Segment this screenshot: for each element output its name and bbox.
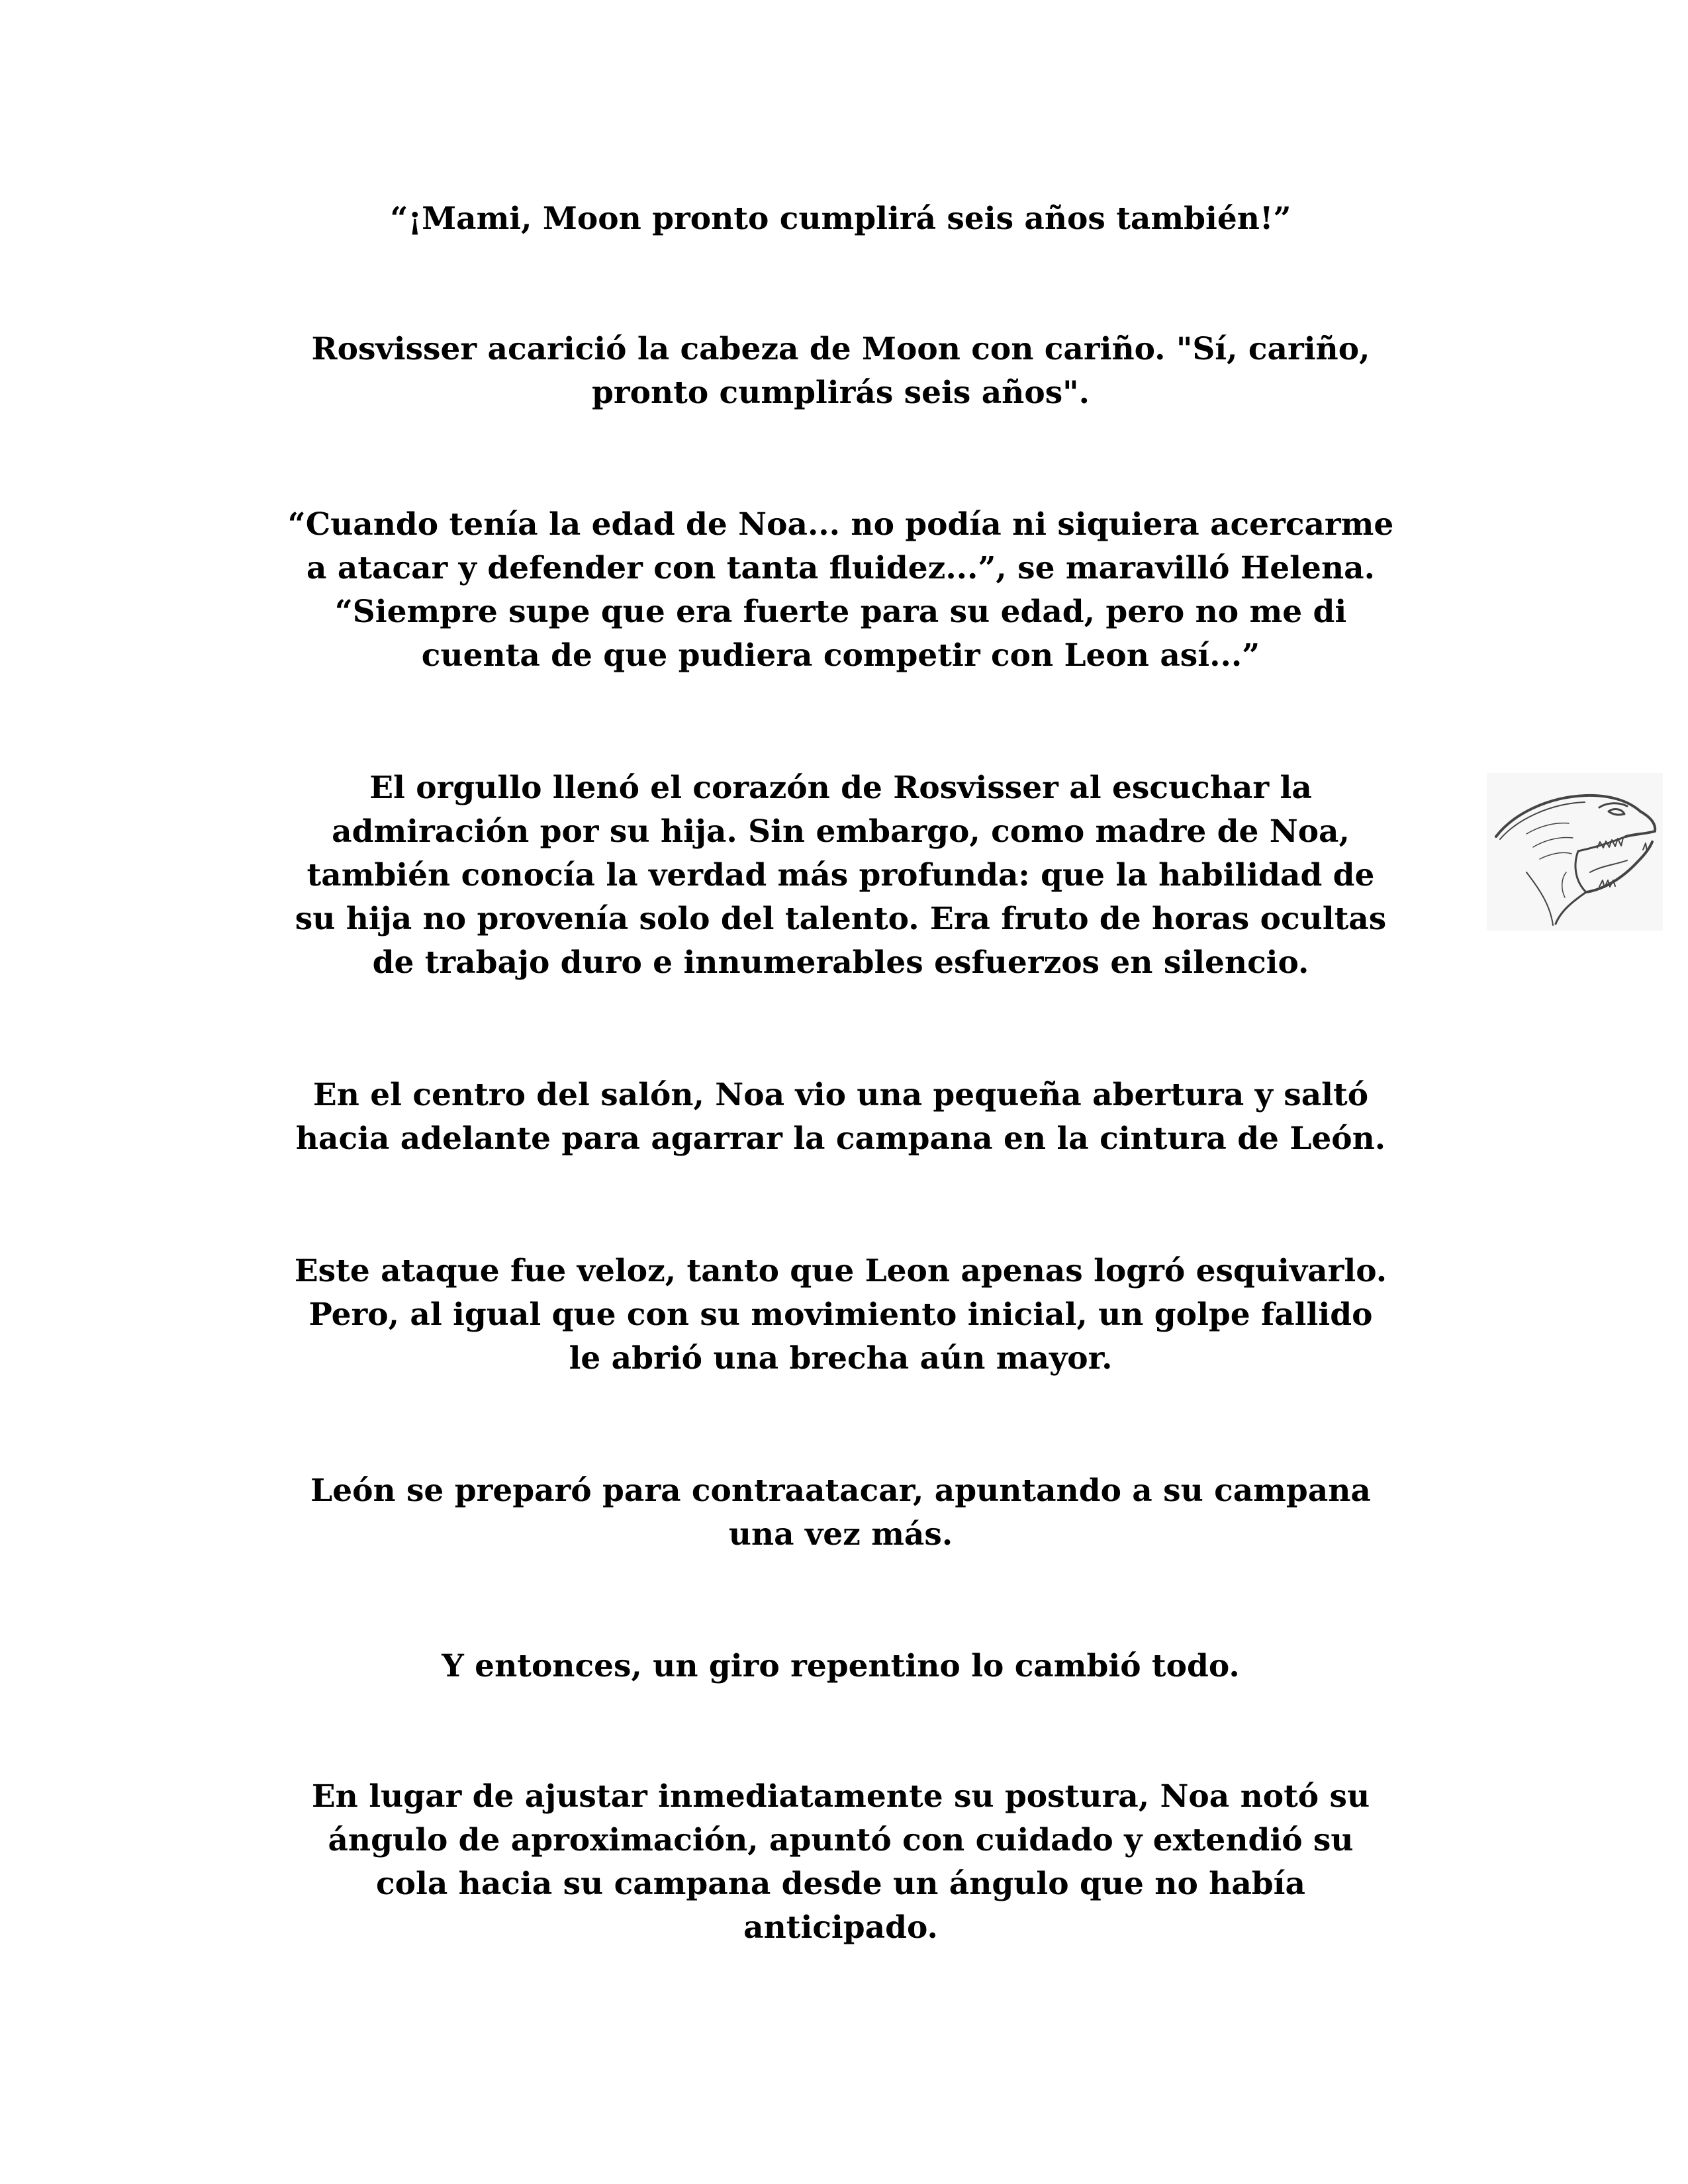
text-line: Y entonces, un giro repentino lo cambió todo. — [442, 1648, 1240, 1684]
text-line: “¡Mami, Moon pronto cumplirá seis años también!” — [390, 201, 1291, 237]
text-line: Este ataque fue veloz, tanto que Leon apenas logró esquivarlo. — [294, 1253, 1387, 1289]
paragraph-8 — [225, 1645, 1456, 1688]
text-line: anticipado. — [743, 1909, 938, 1946]
text-line: “Cuando tenía la edad de Noa... no podía ni siquiera acercarme — [287, 506, 1394, 543]
text-line: de trabajo duro e innumerables esfuerzos en silencio. — [372, 944, 1309, 981]
text-line: León se preparó para contraatacar, apuntando a su campana — [310, 1473, 1371, 1509]
text-line: Pero, al igual que con su movimiento inicial, un golpe fallido — [308, 1297, 1373, 1333]
text-line: su hija no provenía solo del talento. Era fruto de horas ocultas — [295, 901, 1387, 937]
text-line: admiración por su hija. Sin embargo, como madre de Noa, — [332, 813, 1350, 850]
text-line: “Siempre supe que era fuerte para su edad, pero no me di — [334, 594, 1347, 630]
text-line: también conocía la verdad más profunda: que la habilidad de — [306, 857, 1375, 893]
text-line: El orgullo llenó el corazón de Rosvisser al escuchar la — [369, 770, 1312, 806]
paragraph-2 — [225, 328, 1456, 415]
text-line: hacia adelante para agarrar la campana en la cintura de León. — [295, 1120, 1386, 1157]
paragraph-1 — [225, 197, 1456, 241]
text-line: pronto cumplirás seis años". — [591, 375, 1090, 411]
paragraph-9 — [225, 1775, 1456, 1950]
paragraph-3 — [225, 503, 1456, 678]
text-line: a atacar y defender con tanta fluidez...”, se maravilló Helena. — [306, 550, 1375, 586]
text-line: En el centro del salón, Noa vio una pequeña abertura y saltó — [312, 1077, 1369, 1113]
paragraph-7 — [225, 1469, 1456, 1557]
text-line: cola hacia su campana desde un ángulo que no había — [376, 1866, 1305, 1902]
text-line: ángulo de aproximación, apuntó con cuidado y extendió su — [328, 1822, 1354, 1858]
text-line: Rosvisser acarició la cabeza de Moon con cariño. "Sí, cariño, — [311, 331, 1370, 367]
paragraph-6 — [225, 1250, 1456, 1381]
paragraph-5 — [225, 1073, 1456, 1161]
dinosaur-head-sketch-icon — [1487, 773, 1663, 931]
text-line: una vez más. — [728, 1516, 953, 1553]
text-line: En lugar de ajustar inmediatamente su postura, Noa notó su — [311, 1778, 1370, 1815]
paragraph-4 — [225, 766, 1456, 985]
text-line: cuenta de que pudiera competir con Leon así...” — [421, 637, 1260, 674]
text-line: le abrió una brecha aún mayor. — [569, 1340, 1113, 1377]
